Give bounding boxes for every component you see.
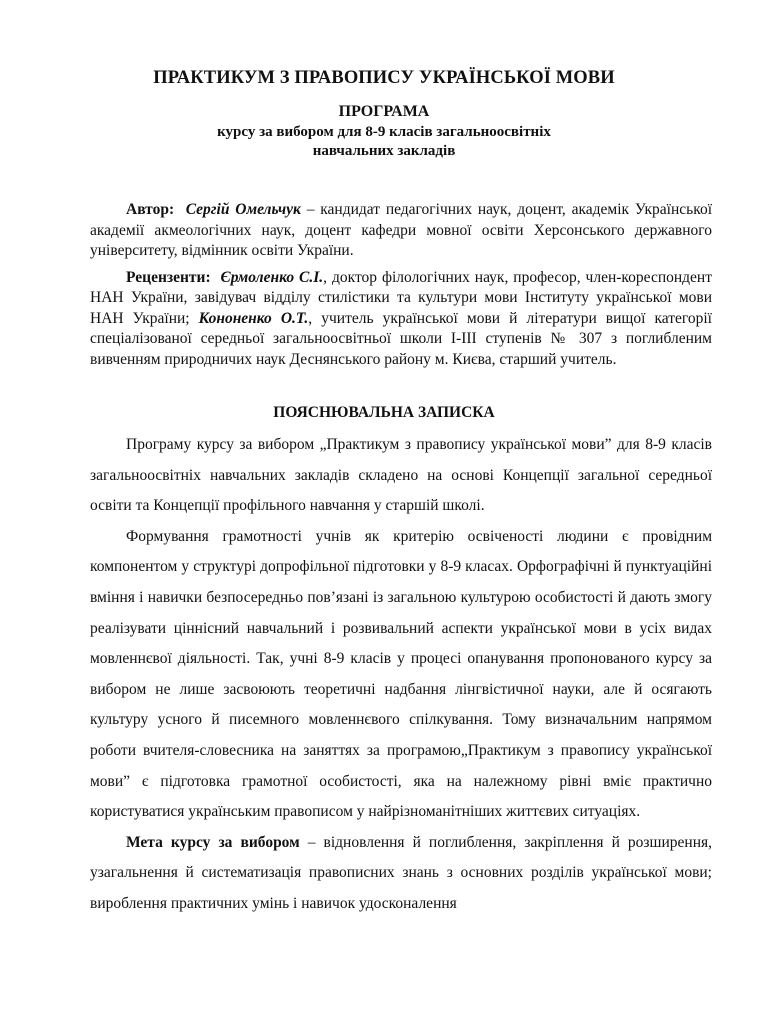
paragraph-3 bbox=[90, 828, 712, 920]
author-paragraph bbox=[90, 200, 712, 262]
subtitle-line-1: курсу за вибором для 8-9 класів загальноосвітніх bbox=[217, 124, 551, 140]
reviewer-1-description: , доктор філологічних наук, професор, член-кореспондент НАН України, завідувач відділу стилістики та культури мови Інституту української мови НАН України; bbox=[90, 268, 712, 327]
course-goal-text: – відновлення й поглиблення, закріплення й розширення, узагальнення й систематизація правописних знань з основних розділів української мови; вироблення практичних умінь і навичок удосконалення bbox=[90, 833, 712, 912]
paragraph-2: Формування грамотності учнів як критерію освіченості людини є провідним компонентом у структурі допрофільної підготовки у 8-9 класах. Орфографічні й пунктуаційні вміння і навички безпосередньо пов’язані із загальною культурою особистості й дають змогу реалізувати ціннісний навчальний і розвивальний аспекти української мови в усіх видах мовленнєвої діяльності. Так, учні 8-9 класів у процесі опанування пропонованого курсу за вибором не лише засвоюють теоретичні надбання лінгвістичної науки, але й осягають культуру усного й писемного мовленнєвого спілкування. Тому визначальним напрямом роботи вчителя-словесника на заняттях за програмою„Практикум з правопису української мови” є підготовка грамотної особистості, яка на належному рівні вміє практично користуватися українським правописом у найрізноманітніших життєвих ситуаціях. bbox=[90, 527, 712, 821]
reviewer-2-name: Кононенко О.Т. bbox=[198, 309, 309, 327]
course-goal-label: Мета курсу за вибором bbox=[126, 833, 300, 851]
program-heading: ПРОГРАМА bbox=[338, 103, 430, 120]
section-heading: ПОЯСНЮВАЛЬНА ЗАПИСКА bbox=[273, 404, 495, 421]
subtitle-line-2: навчальних закладів bbox=[312, 143, 456, 159]
reviewer-1-name: Єрмоленко С.І. bbox=[220, 268, 324, 286]
program-subtitle bbox=[0, 123, 768, 161]
paragraph-1: Програму курсу за вибором „Практикум з правопису української мови” для 8-9 класів загальноосвітніх навчальних закладів складено на основі Концепції загальної середньої освіти та Концепції профільного навчання у старшій школі. bbox=[90, 436, 712, 515]
document-title: ПРАКТИКУМ З ПРАВОПИСУ УКРАЇНСЬКОЇ МОВИ bbox=[153, 68, 615, 88]
reviewers-paragraph bbox=[90, 268, 712, 371]
author-description: – кандидат педагогічних наук, доцент, академік Української академії акмеологічних наук, доцент кафедри мовної освіти Херсонського державного університету, відмінник освіти України. bbox=[90, 201, 712, 259]
author-label: Автор: bbox=[126, 201, 175, 218]
reviewers-label: Рецензенти: bbox=[126, 268, 211, 286]
main-text bbox=[90, 430, 712, 920]
author-name: Сергій Омельчук bbox=[185, 201, 301, 218]
authors-block bbox=[90, 200, 712, 370]
reviewer-2-description: , учитель української мови й літератури вищої категорії спеціалізованої середньої загальноосвітньої школи I-III ступенів № 307 з поглибленим вивченням природничих наук Деснянського району м. Києва, старший учитель. bbox=[90, 309, 712, 368]
